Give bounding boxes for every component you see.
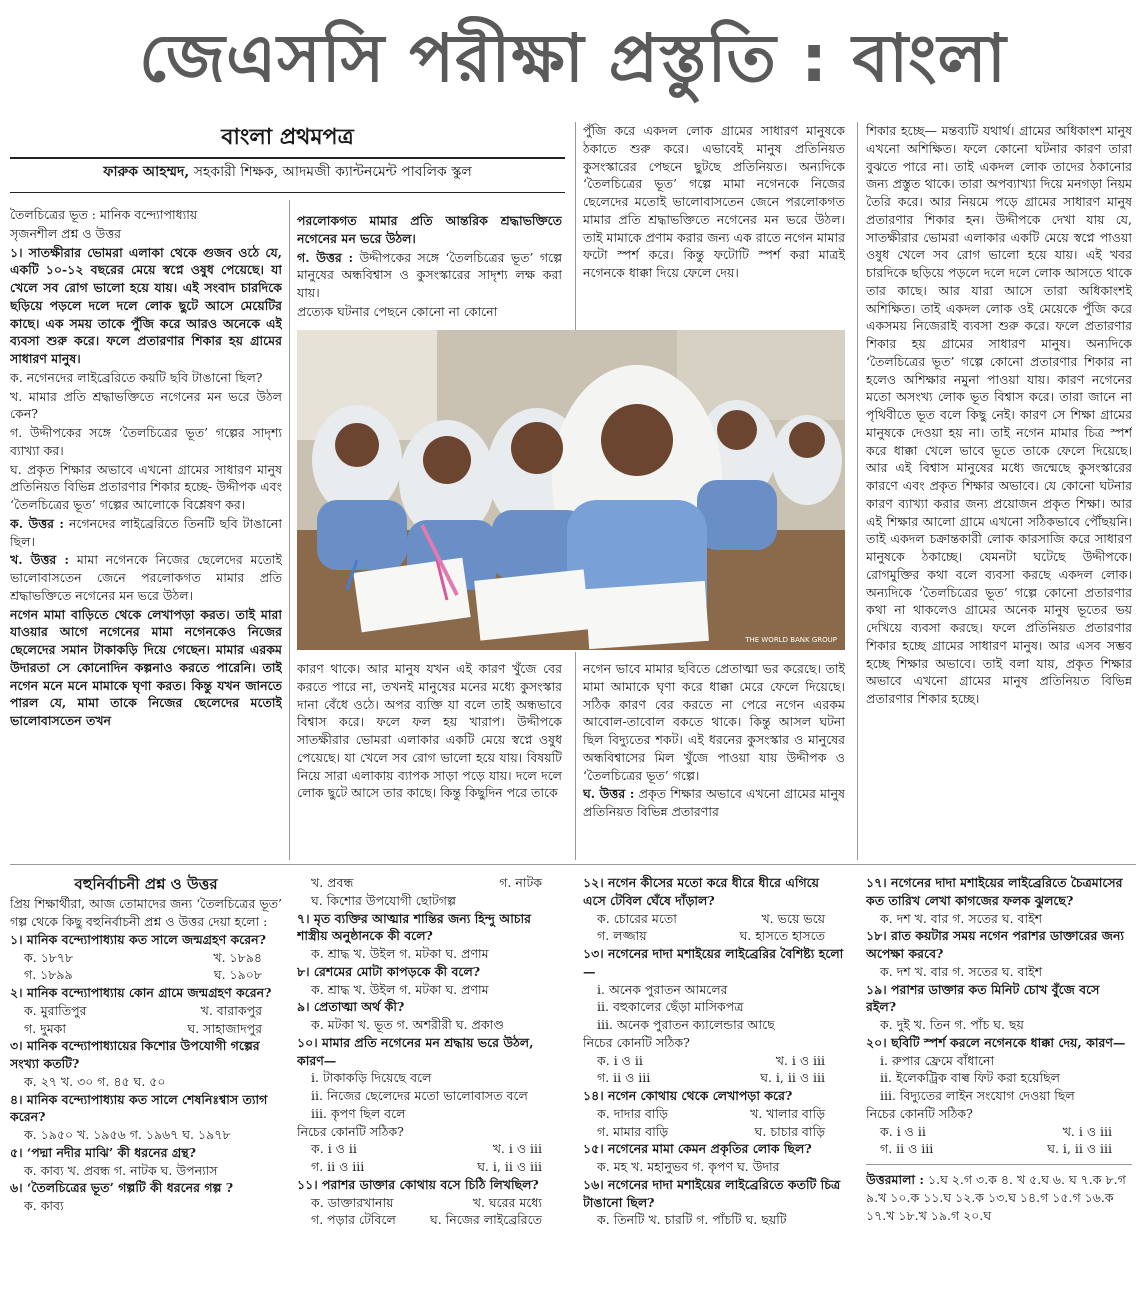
mcq-option: ক. দাদার বাড়ি bbox=[597, 1105, 669, 1121]
mcq-question-11: ১১। পরাশর ডাক্তার কোথায় বসে চিঠি লিখছিল? bbox=[297, 1176, 539, 1192]
masthead-title: জেএসসি পরীক্ষা প্রস্তুতি : বাংলা bbox=[139, 20, 1007, 97]
mcq-option: ঘ. i, ii ও iii bbox=[477, 1159, 542, 1174]
mcq-13-prompt: নিচের কোনটি সঠিক? bbox=[583, 1034, 690, 1050]
mcq-question-13: ১৩। নগেনের দাদা মশাইয়ের লাইব্রেরির বৈশিষ্ট্য হলো— bbox=[583, 946, 844, 979]
mcq-option: ঘ. i, ii ও iii bbox=[760, 1070, 825, 1086]
column-divider-1 bbox=[289, 200, 290, 860]
mcq-2-options-row-1 bbox=[10, 1002, 282, 1020]
section-title: বাংলা প্রথমপত্র bbox=[221, 124, 354, 150]
mcq-6-options-row-2 bbox=[297, 874, 562, 892]
col3-top-text: পুঁজি করে একদল লোক গ্রামের সাধারণ মানুষকে ঠকাতে শুরু করে। এভাবেই মানুষ প্রতিনিয়ত কুসংস্কারের পেছনে ছুটছে প্রতিনিয়ত। অন্যদিকে ‘তৈলচিত্রের ভূত’ গল্পে মামা নগেনকে নিজের ছেলেদের মতোই ভালোবাসতেন জেনে পরলোকগত মামার প্রতি শ্রদ্ধাভক্তিতে নগেনের মন ভরে উঠল। তাই মামাকে প্রণাম করার জন্য এক রাতে নগেন মামার ফটো স্পর্শ করে। কিন্তু ফটোটি স্পর্শ করা মাত্রই নগেনকে ধাক্কা দিয়ে ফেলে দেয়। bbox=[583, 123, 845, 280]
answers-divider bbox=[866, 1164, 1132, 1165]
mcq-question-20: ২০। ছবিটি স্পর্শ করলে নগেনকে ধাক্কা দেয়, কারণ— bbox=[866, 1034, 1126, 1050]
mcq-option: গ. দুমকা bbox=[24, 1020, 67, 1036]
question-ka: ক. নগেনদের লাইব্রেরিতে কয়টি ছবি টাঙানো ছিল? bbox=[10, 369, 263, 385]
creative-heading: সৃজনশীল প্রশ্ন ও উত্তর bbox=[10, 225, 122, 241]
mcq-column-3 bbox=[583, 874, 845, 1299]
mcq-13-statement: iii. অনেক পুরাতন ক্যালেন্ডার আছে bbox=[597, 1017, 775, 1032]
mcq-17-options: ক. দশ খ. বার গ. সতের ঘ. বাইশ bbox=[880, 910, 1043, 926]
title-rule bbox=[10, 157, 565, 159]
mcq-12-options-row-1 bbox=[583, 910, 845, 928]
answer-ga-label: গ. উত্তর : bbox=[297, 249, 354, 265]
answer-gha bbox=[583, 785, 845, 821]
mcq-option: ক. i ও ii bbox=[880, 1123, 926, 1139]
mcq-20-statement: ii. ইলেকট্রিক বাল্ব ফিট করা হয়েছিল bbox=[880, 1070, 1060, 1086]
mcq-13-statement: i. অনেক পুরাতন আমলের bbox=[597, 981, 728, 997]
column-divider-3 bbox=[575, 652, 576, 860]
mcq-question-4: ৪। মানিক বন্দ্যোপাধ্যায় কত সালে শেষনিঃশ্বাস ত্যাগ করেন? bbox=[10, 1091, 268, 1125]
mcq-4-options: ক. ১৯৫০ খ. ১৯৫৬ গ. ১৯৬৭ ঘ. ১৯৭৮ bbox=[24, 1127, 231, 1143]
masthead bbox=[0, 0, 1146, 118]
mcq-option: খ. বারাকপুর bbox=[200, 1002, 262, 1018]
mcq-option: গ. নাটক bbox=[499, 875, 542, 890]
mcq-question-14: ১৪। নগেন কোথায় থেকে লেখাপড়া করে? bbox=[583, 1088, 793, 1103]
mcq-question-2: ২। মানিক বন্দ্যোপাধ্যায় কোন গ্রামে জন্মগ্রহণ করেন? bbox=[10, 985, 272, 1001]
mcq-20-options-row-2 bbox=[866, 1140, 1132, 1158]
mcq-11-options-row-1 bbox=[297, 1194, 562, 1212]
mcq-2-options-row-2 bbox=[10, 1020, 282, 1038]
mcq-option: ঘ. হাসতে হাসতে bbox=[739, 928, 825, 944]
mcq-option: ক. i ও ii bbox=[597, 1052, 643, 1068]
answer-key-label: উত্তরমালা : bbox=[866, 1172, 925, 1187]
byline-rule bbox=[10, 192, 565, 193]
mcq-option: গ. মামার বাড়ি bbox=[597, 1123, 669, 1139]
mcq-question-3: ৩। মানিক বন্দ্যোপাধ্যায়ের কিশোর উপযোগী গল্পের সংখ্যা কতটি? bbox=[10, 1038, 260, 1072]
mcq-13-options-row-1 bbox=[583, 1052, 845, 1070]
author-affiliation: সহকারী শিক্ষক, আদমজী ক্যান্টনমেন্ট পাবলিক স্কুল bbox=[193, 164, 472, 180]
column-2-bottom bbox=[297, 660, 562, 852]
mcq-question-17: ১৭। নগেনের দাদা মশাইয়ের লাইব্রেরিতে চৈত্রমাসের কত তারিখ লেখা কাগজের ফলক ঝুলছে? bbox=[866, 875, 1123, 908]
answer-key bbox=[866, 1171, 1132, 1224]
mcq-option: গ. ii ও iii bbox=[311, 1159, 365, 1174]
answer-key-values: ১.ঘ ২.গ ৩.ক ৪. খ ৫.ঘ ৬. ঘ ৭.ক ৮.গ ৯.খ ১০.ক ১১.ঘ ১২.ক ১৩.ঘ ১৪.গ ১৫.গ ১৬.ক ১৭.খ ১৮.খ ১৯.গ ২০.ঘ bbox=[866, 1172, 1126, 1223]
byline bbox=[10, 163, 565, 183]
mcq-10-statement: ii. নিজের ছেলেদের মতো ভালোবাসত বলে bbox=[311, 1088, 528, 1103]
mcq-20-options-row-1 bbox=[866, 1123, 1132, 1141]
mcq-20-prompt: নিচের কোনটি সঠিক? bbox=[866, 1105, 973, 1121]
mcq-5-options: ক. কাব্য খ. প্রবন্ধ গ. নাটক ঘ. উপন্যাস bbox=[24, 1162, 218, 1178]
section-divider bbox=[10, 864, 1136, 865]
mcq-option: ক. ১৮৭৮ bbox=[24, 949, 74, 965]
mcq-column-2 bbox=[297, 874, 562, 1299]
mcq-8-options: ক. শ্রাদ্ধ খ. উইল গ. মটকা ঘ. প্রণাম bbox=[311, 981, 489, 997]
col2-bold-text: পরলোকগত মামার প্রতি আন্তরিক শ্রদ্ধাভক্তিতে নগেনের মন ভরে উঠল। bbox=[297, 213, 562, 246]
stimulus-text: ১। সাতক্ষীরার ভোমরা এলাকা থেকে গুজব ওঠে যে, একটি ১০-১২ বছরের মেয়ে স্বপ্নে ওষুধ পেয়েছে। যা খেলে সব রোগ ভালো হয়ে যায়। এই সংবাদ চারদিকে ছড়িয়ে পড়লে দলে দলে লোক ছুটে আসে মেয়েটির কাছে। এক সময় তাকে পুঁজি করে আরও অনেকে এই ব্যবসা শুরু করে। ফলে প্রতারণার শিকার হয় গ্রামের সাধারণ মানুষ। bbox=[10, 244, 282, 366]
column-4 bbox=[866, 122, 1132, 854]
mcq-10-options-row-1 bbox=[297, 1140, 562, 1158]
mcq-question-18: ১৮। রাত কয়টার সময় নগেন পরাশর ডাক্তারের জন্য অপেক্ষা করবে? bbox=[866, 928, 1125, 961]
mcq-12-options-row-2 bbox=[583, 927, 845, 945]
answer-ka-text: নগেনদের লাইব্রেরিতে তিনটি ছবি টাঙানো ছিল। bbox=[10, 515, 282, 549]
mcq-option: খ. i ও iii bbox=[1062, 1123, 1112, 1139]
mcq-option: খ. খালার বাড়ি bbox=[750, 1105, 825, 1121]
mcq-10-prompt: নিচের কোনটি সঠিক? bbox=[297, 1123, 404, 1139]
answer-kha-continued: নগেন মামা বাড়িতে থেকে লেখাপড়া করত। তাই মারা যাওয়ার আগে নগেনের মামা নগেনকেও নিজের ছেলেদের সমান টাকাকড়ি দিয়ে গেছেন। মামার এরকম উদারতা সে কোনোদিন কল্পনাও করতে পারেনি। তাই নগেন মনে মনে মামাকে ঘৃণা করত। কিন্তু যখন জানতে পারল যে, মামা তাকে নিজের ছেলেদের মতোই ভালোবাসতেন তখন bbox=[10, 606, 282, 728]
mcq-option: ক. মুরাতিপুর bbox=[24, 1002, 87, 1018]
answer-kha bbox=[10, 551, 282, 604]
mcq-9-options: ক. মটকা খ. ভূত গ. অশরীরী ঘ. প্রকাণ্ড bbox=[311, 1017, 504, 1032]
mcq-question-7: ৭। মৃত ব্যক্তির আত্মার শান্তির জন্য হিন্দু আচার শাস্ত্রীয় অনুষ্ঠানকে কী বলে? bbox=[297, 910, 532, 944]
mcq-title: বহুনির্বাচনী প্রশ্ন ও উত্তর bbox=[74, 875, 218, 893]
mcq-19-options: ক. দুই খ. তিন গ. পাঁচ ঘ. ছয় bbox=[880, 1017, 1024, 1032]
classroom-illustration bbox=[297, 330, 845, 650]
mcq-16-options: ক. তিনটি খ. চারটি গ. পাঁচটি ঘ. ছয়টি bbox=[597, 1212, 787, 1228]
mcq-20-statement: i. রুপার ফ্রেমে বাঁধানো bbox=[880, 1052, 995, 1068]
mcq-column-1 bbox=[10, 874, 282, 1299]
question-ga: গ. উদ্দীপকের সঙ্গে ‘তৈলচিত্রের ভূত’ গল্পের সাদৃশ্য ব্যাখ্যা কর। bbox=[10, 425, 282, 458]
mcq-10-options-row-2 bbox=[297, 1158, 562, 1176]
mcq-18-options: ক. দশ খ. বার গ. সতের ঘ. বাইশ bbox=[880, 963, 1043, 979]
story-heading: তৈলচিত্রের ভূত : মানিক বন্দ্যোপাধ্যায় bbox=[10, 207, 198, 222]
mcq-option: ঘ. i, ii ও iii bbox=[1047, 1141, 1112, 1157]
mcq-13-statement: ii. বহুকালের ছেঁড়া মাসিকপত্র bbox=[597, 999, 744, 1015]
mcq-option: খ. প্রবন্ধ bbox=[311, 875, 354, 890]
answer-gha-label: ঘ. উত্তর : bbox=[583, 786, 635, 802]
mcq-14-options-row-1 bbox=[583, 1105, 845, 1123]
mcq-option: খ. ভয়ে ভয়ে bbox=[761, 910, 825, 926]
column-divider-4 bbox=[857, 122, 858, 860]
mcq-option: ঘ. ১৯০৮ bbox=[213, 967, 262, 983]
mcq-question-1: ১। মানিক বন্দ্যোপাধ্যায় কত সালে জন্মগ্রহণ করেন? bbox=[10, 931, 266, 947]
mcq-13-options-row-2 bbox=[583, 1069, 845, 1087]
mcq-6-options-row-3: ঘ. কিশোর উপযোগী ছোটগল্প bbox=[311, 892, 456, 908]
mcq-option: ক. i ও ii bbox=[311, 1141, 357, 1157]
col2-bottom-text: কারণ থাকে। আর মানুষ যখন এই কারণ খুঁজে বের করতে পারে না, তখনই মানুষের মনের মধ্যে কুসংস্কার দানা বেঁধে ওঠে। অপর ব্যক্তি যা বলে তাই অন্ধভাবে বিশ্বাস করে। ফলে ফল হয় খারাপ। উদ্দীপকে সাতক্ষীরার ভোমরা এলাকার একটি মেয়ে স্বপ্নে ওষুধ পেয়েছে। যা খেলে সব রোগ ভালো হয়ে যায়। বিষয়টি নিয়ে সারা এলাকায় ব্যাপক সাড়া পড়ে যায়। দলে দলে লোক ছুটে আসে তার কাছে। কিন্তু কিছুদিন পরে তাকে bbox=[297, 661, 562, 801]
column-1 bbox=[10, 206, 282, 856]
mcq-question-19: ১৯। পরাশর ডাক্তার কত মিনিট চোখ বুঁজে বসে রইল? bbox=[866, 981, 1100, 1015]
mcq-option: ঘ. নিজের লাইব্রেরিতে bbox=[430, 1212, 542, 1228]
mcq-option: ক. ডাক্তারখানায় bbox=[311, 1194, 394, 1210]
answer-kha-label: খ. উত্তর : bbox=[10, 552, 70, 568]
mcq-10-statement: iii. কৃপণ ছিল বলে bbox=[311, 1105, 406, 1121]
answer-gha-text: প্রকৃত শিক্ষার অভাবে এখনো গ্রামের মানুষ প্রতিনিয়ত বিভিন্ন প্রতারণার bbox=[583, 786, 845, 819]
mcq-1-options-row-2 bbox=[10, 966, 282, 984]
question-gha: ঘ. প্রকৃত শিক্ষার অভাবে এখনো গ্রামের সাধারণ মানুষ প্রতিনিয়ত বিভিন্ন প্রতারণার শিকার হচ্ছে- উদ্দীপক এবং ‘তৈলচিত্রের ভূত’ গল্পের আলোকে বিশ্লেষণ কর। bbox=[10, 461, 282, 512]
mcq-question-9: ৯। প্রেতাত্মা অর্থ কী? bbox=[297, 999, 405, 1015]
mcq-6-options: ক. কাব্য bbox=[24, 1198, 64, 1214]
photo-credit: THE WORLD BANK GROUP bbox=[745, 636, 837, 645]
mcq-option: গ. লজ্জায় bbox=[597, 928, 647, 944]
column-3-bottom bbox=[583, 660, 845, 852]
mcq-7-options: ক. শ্রাদ্ধ খ. উইল গ. মটকা ঘ. প্রণাম bbox=[311, 946, 489, 961]
answer-ka bbox=[10, 515, 282, 551]
mcq-option: গ. ii ও iii bbox=[880, 1141, 934, 1157]
mcq-question-12: ১২। নগেন কীসের মতো করে ধীরে ধীরে এগিয়ে এসে টেবিল ঘেঁষে দাঁড়াল? bbox=[583, 875, 820, 908]
mcq-column-4 bbox=[866, 874, 1132, 1299]
classroom-photo bbox=[297, 330, 845, 650]
mcq-option: গ. ১৮৯৯ bbox=[24, 967, 73, 983]
answer-kha-text: মামা নগেনকে নিজের ছেলেদের মতোই ভালোবাসতেন জেনে পরলোকগত মামার প্রতি শ্রদ্ধাভক্তিতে নগেনের মন ভরে উঠল। bbox=[10, 552, 282, 603]
author-name: ফারুক আহম্মদ, bbox=[103, 164, 190, 180]
mcq-option: খ. i ও iii bbox=[492, 1141, 542, 1157]
answer-ka-label: ক. উত্তর : bbox=[10, 515, 64, 531]
col3-bottom-text: নগেন ভাবে মামার ছবিতে প্রেতাত্মা ভর করেছে। তাই মামা আমাকে ঘৃণা করে ধাক্কা মেরে ফেলে দিয়েছে। সঠিক কারণ বের করতে না পেরে নগেন এরকম আবোল-তাবোল বকতে থাকে। কিন্তু আসল ঘটনা ছিল বিদ্যুতের শকট। এই ধরনের কুসংস্কার ও মানুষের অন্ধবিশ্বাসের মিল খুঁজে পাওয়া যায় উদ্দীপক ও ‘তৈলচিত্রের ভূত’ গল্পে। bbox=[583, 661, 845, 783]
column-2-top bbox=[297, 212, 562, 330]
mcq-10-statement: i. টাকাকড়ি দিয়েছে বলে bbox=[311, 1070, 432, 1086]
mcq-option: খ. ১৮৯৪ bbox=[213, 949, 262, 965]
mcq-option: ঘ. চাচার বাড়ি bbox=[754, 1123, 825, 1139]
col2-text: প্রত্যেক ঘটনার পেছনে কোনো না কোনো bbox=[297, 303, 498, 319]
question-kha: খ. মামার প্রতি শ্রদ্ধাভক্তিতে নগেনের মন ভরে উঠল কেন? bbox=[10, 388, 282, 422]
mcq-14-options-row-2 bbox=[583, 1123, 845, 1141]
column-3-top bbox=[583, 122, 845, 327]
answer-ga bbox=[297, 249, 562, 302]
mcq-option: খ. i ও iii bbox=[775, 1052, 825, 1068]
mcq-question-5: ৫। ‘পদ্মা নদীর মাঝি’ কী ধরনের গ্রন্থ? bbox=[10, 1144, 196, 1160]
answer-ga-text: উদ্দীপকের সঙ্গে ‘তৈলচিত্রের ভূত’ গল্পে মানুষের অন্ধবিশ্বাস ও কুসংস্কারের সাদৃশ্য লক্ষ করা যায়। bbox=[297, 249, 562, 300]
mcq-option: গ. পড়ার টেবিলে bbox=[311, 1212, 396, 1228]
column-divider-2 bbox=[575, 122, 576, 330]
mcq-20-statement: iii. বিদ্যুতের লাইন সংযোগ দেওয়া ছিল bbox=[880, 1088, 1075, 1103]
mcq-question-6: ৬। ‘তৈলচিত্রের ভূত’ গল্পটি কী ধরনের গল্প ? bbox=[10, 1180, 234, 1196]
mcq-1-options-row-1 bbox=[10, 949, 282, 967]
mcq-option: খ. ঘরের মধ্যে bbox=[472, 1194, 542, 1210]
mcq-3-options: ক. ২৭ খ. ৩০ গ. ৪৫ ঘ. ৫০ bbox=[24, 1073, 166, 1089]
mcq-question-16: ১৬। নগেনের দাদা মশাইয়ের লাইব্রেরিতে কতটি চিত্র টাঙানো ছিল? bbox=[583, 1176, 841, 1210]
col4-text: শিকার হচ্ছে— মন্তব্যটি যথার্থ। গ্রামের অধিকাংশ মানুষ এখনো অশিক্ষিত। ফলে কোনো ঘটনার কারণ তারা বুঝতে পারে না। তাই একদল লোক তাদের ঠকানোর জন্য প্রস্তুত থাকে। তারা অপব্যাখ্যা দিয়ে মনগড়া নিয়ম তৈরি করে। আর নিয়মে পড়ে গ্রামের সাধারণ মানুষ প্রতারণার শিকার হন। উদ্দীপকে দেখা যায় যে, সাতক্ষীরার ভোমরা এলাকার একটি মেয়ে স্বপ্নে পাওয়া ওষুধ খেলে সব রোগ ভালো হয়ে যায়। এই খবর চারদিকে ছড়িয়ে পড়লে দলে দলে লোক আসতে থাকে তার কাছে। আর যারা আসে তারা অধিকাংশই অশিক্ষিত। তাই একদল লোক ওই মেয়েকে পুঁজি করে একসময় নিজেরাই ব্যবসা শুরু করে। ফলে প্রতারণার শিকার হয় গ্রামের সাধারণ মানুষ। অন্যদিকে ‘তৈলচিত্রের ভূত’ গল্পে কোনো প্রতারণার শিকার না হলেও অশিক্ষার নমুনা পাওয়া যায়। কারণ নগেনের মতো অসংখ্য লোক ভূত বিশ্বাস করে। তারা জানে না পৃথিবীতে ভূত বলে কিছু নেই। কারণ সে শিক্ষা গ্রামের মানুষকে দেওয়া হয় না। তাই নগেন মামার চিত্র স্পর্শ করে ধাক্কা খেলে ভাবে ভূতে তাকে ফেলে দিয়েছে। আর এই বিশ্বাস মানুষের মধ্যে জন্মেছে কুসংস্কারের কারণে এবং প্রকৃত শিক্ষার অভাবে। যে কোনো ঘটনার কারণ ব্যাখ্যা করার জন্য প্রয়োজন প্রকৃত শিক্ষা। আর এই শিক্ষার আলো গ্রামে এখনো সঠিকভাবে পৌঁছয়নি। তাই একদল চক্রান্তকারী লোক কারসাজি করে সাধারণ মানুষকে ঠকাচ্ছে। যেমনটা ঘটেছে উদ্দীপকে। রোগমুক্তির কথা বলে ব্যবসা করছে একদল লোক। অন্যদিকে ‘তৈলচিত্রের ভূত’ গল্পে কোনো প্রতারণার কথা না থাকলেও গ্রামের অনেক মানুষ ভূতের ভয় দেখিয়ে ব্যবসা করছে। ফলে প্রতিনিয়ত প্রতারণার শিকার হচ্ছে গ্রামের সাধারণ মানুষ। আর এসব সম্ভব হচ্ছে শিক্ষার অভাবে। তাই বলা যায়, প্রকৃত শিক্ষার অভাবে এখনো গ্রামের মানুষ প্রতিনিয়ত বিভিন্ন প্রতারণার শিকার হচ্ছে। bbox=[866, 123, 1132, 706]
mcq-15-options: ক. মহ খ. মহানুভব গ. কৃপণ ঘ. উদার bbox=[597, 1159, 780, 1174]
mcq-question-15: ১৫। নগেনের মামা কেমন প্রকৃতির লোক ছিল? bbox=[583, 1141, 812, 1157]
mcq-question-10: ১০। মামার প্রতি নগেনের মন শ্রদ্ধায় ভরে উঠল, কারণ— bbox=[297, 1034, 534, 1068]
mcq-intro: প্রিয় শিক্ষার্থীরা, আজ তোমাদের জন্য ‘তৈলচিত্রের ভূত’ গল্প থেকে কিছু বহুনির্বাচনী প্রশ্ন ও উত্তর দেয়া হলো : bbox=[10, 896, 282, 930]
mcq-question-8: ৮। রেশমের মোটা কাপড়কে কী বলে? bbox=[297, 963, 481, 979]
mcq-option: গ. ii ও iii bbox=[597, 1070, 651, 1086]
mcq-11-options-row-2 bbox=[297, 1211, 562, 1229]
mcq-option: ক. চোরের মতো bbox=[597, 910, 677, 926]
mcq-option: ঘ. সাহাজাদপুর bbox=[187, 1020, 262, 1036]
